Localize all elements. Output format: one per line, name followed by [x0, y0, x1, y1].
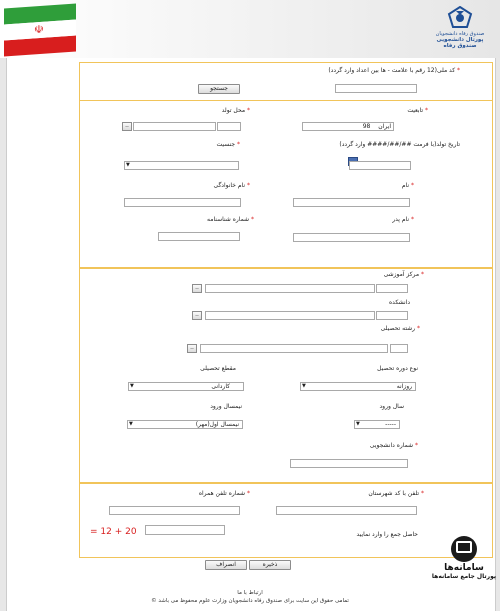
- save-button[interactable]: ذخیره: [249, 560, 291, 570]
- education-center-code-input[interactable]: [376, 284, 408, 293]
- entry-year-select[interactable]: [354, 420, 400, 429]
- iran-flag-image: [4, 3, 76, 58]
- father-name-label: * نام پدر: [392, 216, 414, 223]
- chevron-down-icon: ▼: [302, 383, 306, 389]
- captcha-text: = 12 + 20: [90, 527, 137, 537]
- nationality-label: * تابعیت: [407, 107, 428, 114]
- grade-label: مقطع تحصیلی: [200, 365, 236, 372]
- entry-year-value: -----: [385, 421, 396, 428]
- gender-label: * جنسیت: [216, 141, 240, 148]
- course-type-label: نوع دوره تحصیل: [377, 365, 418, 372]
- form-page: [6, 58, 496, 611]
- page-footer: [6, 582, 494, 611]
- search-button[interactable]: جستجو: [198, 84, 240, 94]
- grade-value: کاردانی: [211, 383, 230, 390]
- birthdate-label: تاریخ تولد(با فرمت ##/##/#### وارد گردد): [339, 141, 460, 148]
- birthplace-input[interactable]: [133, 122, 216, 131]
- national-code-label: * کد ملی(12 رقم با علامت - ها بین اعداد وارد گردد): [328, 67, 460, 74]
- national-code-search-section: [79, 62, 493, 101]
- entry-semester-value: نیمسال اول(مهر): [195, 421, 239, 428]
- phone-label: * تلفن با کد شهرستان: [368, 490, 424, 497]
- welfare-fund-logo-icon: [447, 6, 473, 28]
- education-info-section: [79, 268, 493, 483]
- birthplace-lookup-button[interactable]: ..: [122, 122, 132, 131]
- gender-select[interactable]: [124, 161, 239, 170]
- birthdate-input[interactable]: [349, 161, 411, 170]
- birthplace-label: * محل تولد: [221, 107, 250, 114]
- mobile-input[interactable]: [109, 506, 240, 515]
- samaneha-watermark: [428, 536, 500, 598]
- site-logo[interactable]: [430, 6, 490, 54]
- last-name-label: * نام خانوادگی: [213, 182, 250, 189]
- faculty-label: دانشکده: [389, 299, 410, 306]
- course-type-value: روزانه: [396, 383, 412, 390]
- personal-info-section: [79, 100, 493, 268]
- entry-semester-select[interactable]: [127, 420, 243, 429]
- grade-select[interactable]: [128, 382, 244, 391]
- nationality-field[interactable]: [302, 122, 394, 131]
- education-center-input[interactable]: [205, 284, 375, 293]
- chevron-down-icon: ▼: [129, 421, 133, 427]
- id-number-label: * شماره شناسنامه: [207, 216, 254, 223]
- field-of-study-input[interactable]: [200, 344, 388, 353]
- entry-semester-label: نیمسال ورود: [210, 403, 242, 410]
- student-number-input[interactable]: [290, 459, 408, 468]
- entry-year-label: سال ورود: [379, 403, 404, 410]
- captcha-label: حاصل جمع را وارد نمایید: [356, 531, 418, 538]
- father-name-input[interactable]: [293, 233, 410, 242]
- first-name-input[interactable]: [293, 198, 410, 207]
- birthplace-code-input[interactable]: [217, 122, 241, 131]
- phone-input[interactable]: [276, 506, 417, 515]
- contact-us-link[interactable]: ارتباط با ما: [237, 590, 263, 596]
- education-center-lookup-button[interactable]: ..: [192, 284, 202, 293]
- last-name-input[interactable]: [124, 198, 241, 207]
- watermark-title: سامانه‌ها: [444, 563, 484, 573]
- field-of-study-lookup-button[interactable]: ..: [187, 344, 197, 353]
- nationality-value: ایران: [378, 123, 391, 130]
- faculty-code-input[interactable]: [376, 311, 408, 320]
- national-code-input[interactable]: [335, 84, 417, 93]
- faculty-lookup-button[interactable]: ..: [192, 311, 202, 320]
- faculty-input[interactable]: [205, 311, 375, 320]
- cancel-button[interactable]: انصراف: [205, 560, 247, 570]
- logo-title: پورتال دانشجویی صندوق رفاه: [436, 37, 484, 49]
- nationality-code: 98: [362, 123, 371, 130]
- mobile-label: * شماره تلفن همراه: [198, 490, 250, 497]
- education-center-label: * مرکز آموزشی: [383, 271, 424, 278]
- site-header: [0, 0, 500, 58]
- first-name-label: * نام: [401, 182, 414, 189]
- chevron-down-icon: ▼: [126, 162, 130, 168]
- watermark-subtitle: پورتال جامع سامانه‌ها: [431, 573, 497, 580]
- copyright-text: © تمامی حقوق این سایت برای صندوق رفاه دانشجویان وزارت علوم محفوظ می باشد: [151, 598, 349, 604]
- captcha-input[interactable]: [145, 525, 225, 535]
- chevron-down-icon: ▼: [130, 383, 134, 389]
- student-number-label: * شماره دانشجویی: [369, 442, 418, 449]
- flag-emblem-icon: ☫: [34, 22, 44, 37]
- field-of-study-label: * رشته تحصیلی: [380, 325, 420, 332]
- logo-subtitle: صندوق رفاه دانشجویان: [435, 31, 485, 37]
- field-of-study-code-input[interactable]: [390, 344, 408, 353]
- id-number-input[interactable]: [158, 232, 240, 241]
- chevron-down-icon: ▼: [356, 421, 360, 427]
- monitor-icon: [451, 536, 477, 562]
- course-type-select[interactable]: [300, 382, 416, 391]
